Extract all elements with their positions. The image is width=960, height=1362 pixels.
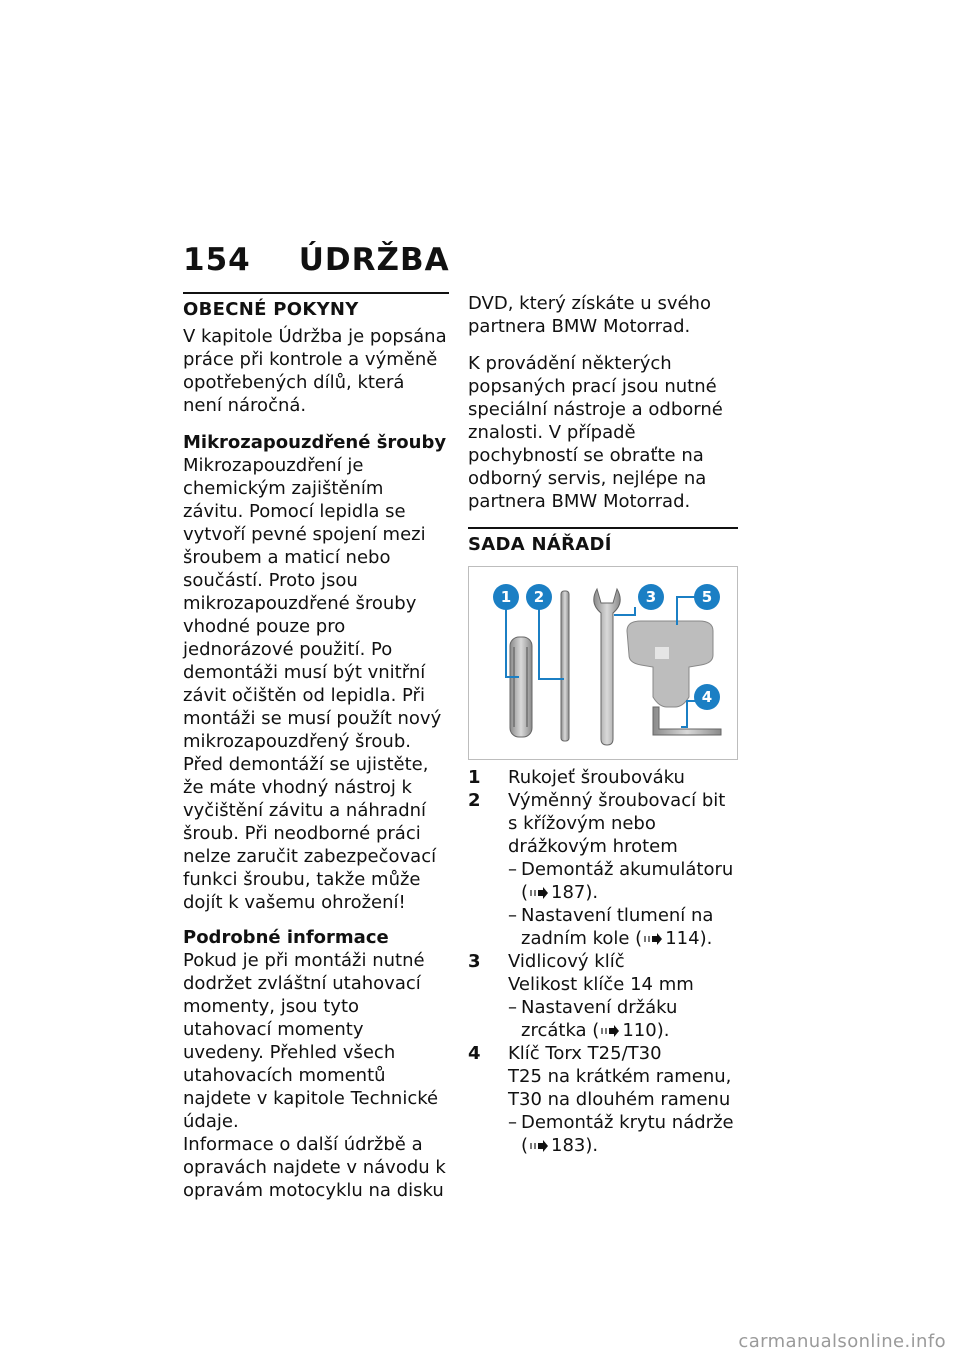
legend-line: T25 na krátkém ramenu, bbox=[508, 1066, 732, 1087]
legend-body bbox=[508, 1042, 738, 1157]
callout-label: 2 bbox=[533, 588, 545, 606]
chapter-title: ÚDRŽBA bbox=[298, 242, 450, 278]
page-reference[interactable] bbox=[508, 858, 738, 904]
ref-dash: – bbox=[508, 997, 517, 1018]
legend-item bbox=[468, 950, 738, 1042]
ref-dash: – bbox=[508, 905, 517, 926]
legend-line: Klíč Torx T25/T30 bbox=[508, 1043, 662, 1064]
section-title-general: OBECNÉ POKYNY bbox=[183, 299, 359, 320]
ref-label: Demontáž krytu nádrže bbox=[521, 1112, 734, 1133]
toolkit-drawing bbox=[469, 567, 737, 759]
ref-open: ( bbox=[521, 882, 551, 903]
left-column bbox=[183, 292, 449, 1214]
ref-text-block bbox=[521, 1111, 738, 1157]
legend-line: Vidlicový klíč bbox=[508, 951, 625, 972]
legend-body bbox=[508, 766, 738, 789]
toolkit-illustration bbox=[468, 566, 738, 760]
callout-label: 1 bbox=[500, 588, 512, 606]
info-block bbox=[183, 926, 449, 1202]
ref-close: ). bbox=[585, 1135, 599, 1156]
page-header bbox=[183, 242, 450, 278]
legend-line: Rukojeť šroubováku bbox=[508, 767, 685, 788]
page-reference-icon bbox=[530, 1140, 548, 1152]
info-text-2: Informace o další údržbě a opravách najdete v návodu k opravám motocyklu na disku bbox=[183, 1134, 446, 1201]
legend-number: 1 bbox=[468, 767, 481, 788]
info-title: Podrobné informace bbox=[183, 927, 389, 948]
page-reference-icon bbox=[530, 887, 548, 899]
bit-shape bbox=[561, 591, 569, 741]
ref-close: ). bbox=[656, 1020, 670, 1041]
ref-page[interactable]: 183 bbox=[551, 1135, 586, 1156]
ref-page[interactable]: 114 bbox=[665, 928, 700, 949]
micro-text: Mikrozapouzdření je chemickým zajištěním závitu. Pomocí lepidla se vytvoří pevné spojení mezi šroubem a maticí nebo součástí. Proto jsou mikrozapouzdřené šrouby vhodné pouze pro jednorázové použití. Po demontáži musí být vnitřní závit očištěn od lepidla. Při montáži se musí použít nový mikrozapouzdřený šroub. Před demontáží se ujistěte, že máte vhodný nástroj k vyčištění závitu a náhradní šroub. Při neodborné práci nelze zaručit zabezpečovací funkci šroubu, takže může dojít k vašemu ohrožení! bbox=[183, 455, 442, 913]
special-tools-paragraph: K provádění některých popsaných prací jsou nutné speciální nástroje a odborné znalosti. V případě pochybností se obraťte na odborný servis, nejlépe na partnera BMW Motorrad. bbox=[468, 353, 723, 512]
legend-line: Velikost klíče 14 mm bbox=[508, 974, 694, 995]
micro-title: Mikrozapouzdřené šrouby bbox=[183, 432, 447, 453]
ref-label: Nastavení tlumení na zadním kole bbox=[521, 905, 714, 949]
callout-label: 3 bbox=[645, 588, 657, 606]
ref-page[interactable]: 187 bbox=[551, 882, 586, 903]
wrench-shape bbox=[594, 589, 620, 745]
legend-item bbox=[468, 766, 738, 789]
page-number: 154 bbox=[183, 242, 251, 278]
intro-paragraph: V kapitole Údržba je popsána práce při kontrole a výměně opotřebených dílů, která není náročná. bbox=[183, 326, 447, 416]
callout-label: 4 bbox=[701, 688, 713, 706]
ref-open: ( bbox=[587, 1020, 623, 1041]
ref-page[interactable]: 110 bbox=[622, 1020, 657, 1041]
callout-label: 5 bbox=[701, 588, 713, 606]
legend-number: 3 bbox=[468, 951, 481, 972]
ref-open: ( bbox=[521, 1135, 551, 1156]
right-column bbox=[468, 292, 738, 1157]
info-text-1: Pokud je při montáži nutné dodržet zvláštní utahovací momenty, jsou tyto utahovací momenty uvedeny. Přehled všech utahovacích momentů najdete v kapitole Technické údaje. bbox=[183, 950, 439, 1132]
page-reference[interactable] bbox=[508, 996, 738, 1042]
legend-line: s křížovým nebo drážkovým hrotem bbox=[508, 813, 678, 857]
legend-body bbox=[508, 789, 738, 950]
page-reference[interactable] bbox=[508, 904, 738, 950]
ref-dash: – bbox=[508, 859, 517, 880]
page-reference[interactable] bbox=[508, 1111, 738, 1157]
ref-close: ). bbox=[699, 928, 713, 949]
legend-item bbox=[468, 789, 738, 950]
ref-close: ). bbox=[585, 882, 599, 903]
legend-number: 2 bbox=[468, 790, 481, 811]
ref-text-block bbox=[521, 996, 738, 1042]
ref-label: Nastavení držáku zrcátka bbox=[521, 997, 678, 1041]
legend-item bbox=[468, 1042, 738, 1157]
legend-line: Výměnný šroubovací bit bbox=[508, 790, 726, 811]
ref-text-block bbox=[521, 904, 738, 950]
page-reference-icon bbox=[644, 933, 662, 945]
ref-open: ( bbox=[629, 928, 665, 949]
section-title-toolkit: SADA NÁŘADÍ bbox=[468, 534, 612, 555]
legend-number: 4 bbox=[468, 1043, 481, 1064]
ref-text-block bbox=[521, 858, 738, 904]
page-reference-icon bbox=[601, 1025, 619, 1037]
continued-paragraph: DVD, který získáte u svého partnera BMW Motorrad. bbox=[468, 293, 711, 337]
toolkit-legend bbox=[468, 766, 738, 1157]
ref-dash: – bbox=[508, 1112, 517, 1133]
micro-block bbox=[183, 431, 449, 914]
ref-label: Demontáž akumulátoru bbox=[521, 859, 734, 880]
footer-watermark: carmanualsonline.info bbox=[738, 1331, 946, 1352]
legend-body bbox=[508, 950, 738, 1042]
legend-line: T30 na dlouhém ramenu bbox=[508, 1089, 731, 1110]
